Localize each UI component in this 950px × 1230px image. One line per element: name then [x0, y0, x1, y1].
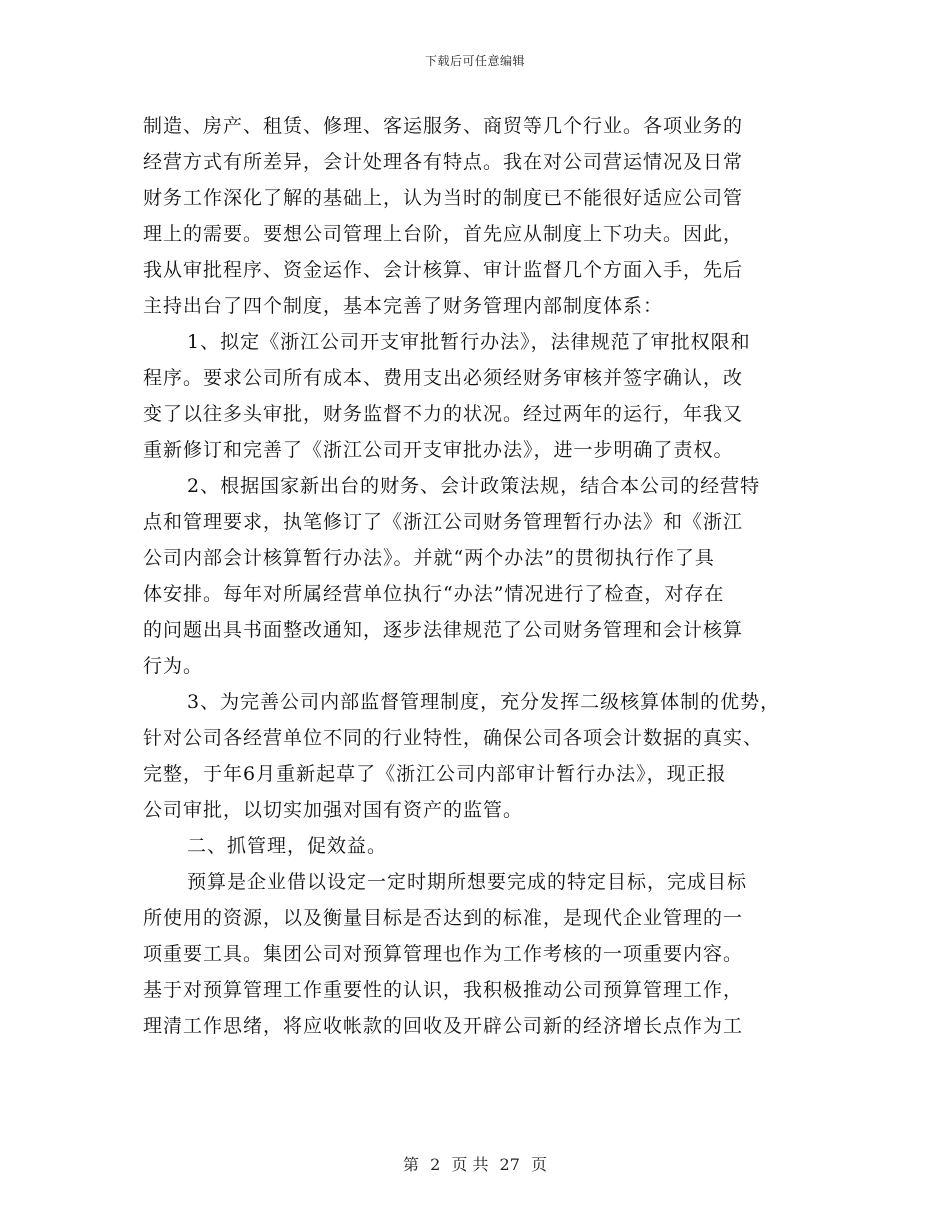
text-line: 公司内部会计核算暂行办法》。并就“两个办法”的贯彻执行作了具 — [143, 547, 715, 569]
page-footer — [0, 1152, 950, 1175]
text-line: 理清工作思绪，将应收帐款的回收及开辟公司新的经济增长点作为工 — [143, 1015, 744, 1037]
text-line: 制造、房产、租赁、修理、客运服务、商贸等几个行业。各项业务的 — [143, 115, 744, 137]
section-heading: 二、抓管理，促效益。 — [187, 835, 388, 857]
paragraph-start-line: 预算是企业借以设定一定时期所想要完成的特定目标，完成目标 — [187, 871, 748, 893]
text-line: 体安排。每年对所属经营单位执行“办法”情况进行了检查，对存在 — [143, 583, 725, 605]
text-line: 理上的需要。要想公司管理上台阶，首先应从制度上下功夫。因此， — [143, 223, 744, 245]
text-line: 变了以往多头审批，财务监督不力的状况。经过两年的运行，年我又 — [143, 403, 744, 425]
footer-prefix: 第 — [402, 1155, 419, 1174]
text-line: 主持出台了四个制度，基本完善了财务管理内部制度体系： — [143, 295, 664, 317]
text-line: 程序。要求公司所有成本、费用支出必须经财务审核并签字确认，改 — [143, 367, 744, 389]
text-line: 的问题出具书面整改通知，逐步法律规范了公司财务管理和会计核算 — [143, 619, 744, 641]
text-line: 重新修订和完善了《浙江公司开支审批办法》，进一步明确了责权。 — [143, 439, 734, 461]
text-line: 财务工作深化了解的基础上，认为当时的制度已不能很好适应公司管 — [143, 187, 744, 209]
paragraph-start-line: 1、拟定《浙江公司开支审批暂行办法》，法律规范了审批权限和 — [187, 331, 751, 353]
text-line: 行为。 — [143, 655, 204, 677]
text-line: 经营方式有所差异，会计处理各有特点。我在对公司营运情况及日常 — [143, 151, 744, 173]
document-body — [143, 108, 833, 1044]
text-line: 项重要工具。集团公司对预算管理也作为工作考核的一项重要内容。 — [143, 943, 744, 965]
footer-middle: 页 共 — [451, 1155, 489, 1174]
footer-suffix: 页 — [531, 1155, 548, 1174]
page-header: 下载后可任意编辑 — [424, 54, 525, 68]
current-page-number: 2 — [430, 1155, 441, 1174]
text-line: 所使用的资源，以及衡量目标是否达到的标准，是现代企业管理的一 — [143, 907, 744, 929]
total-page-count: 27 — [499, 1155, 520, 1174]
text-line: 针对公司各经营单位不同的行业特性，确保公司各项会计数据的真实、 — [143, 727, 764, 749]
paragraph-start-line: 2、根据国家新出台的财务、会计政策法规，结合本公司的经营特 — [187, 475, 761, 497]
text-line: 我从审批程序、资金运作、会计核算、审计监督几个方面入手，先后 — [143, 259, 744, 281]
text-line: 公司审批，以切实加强对国有资产的监管。 — [143, 799, 524, 821]
text-line: 点和管理要求，执笔修订了《浙江公司财务管理暂行办法》和《浙江 — [143, 511, 744, 533]
paragraph-start-line: 3、为完善公司内部监督管理制度，充分发挥二级核算体制的优势， — [187, 691, 781, 713]
text-line: 完整，于年6月重新起草了《浙江公司内部审计暂行办法》，现正报 — [143, 763, 727, 785]
text-line: 基于对预算管理工作重要性的认识，我积极推动公司预算管理工作， — [143, 979, 744, 1001]
